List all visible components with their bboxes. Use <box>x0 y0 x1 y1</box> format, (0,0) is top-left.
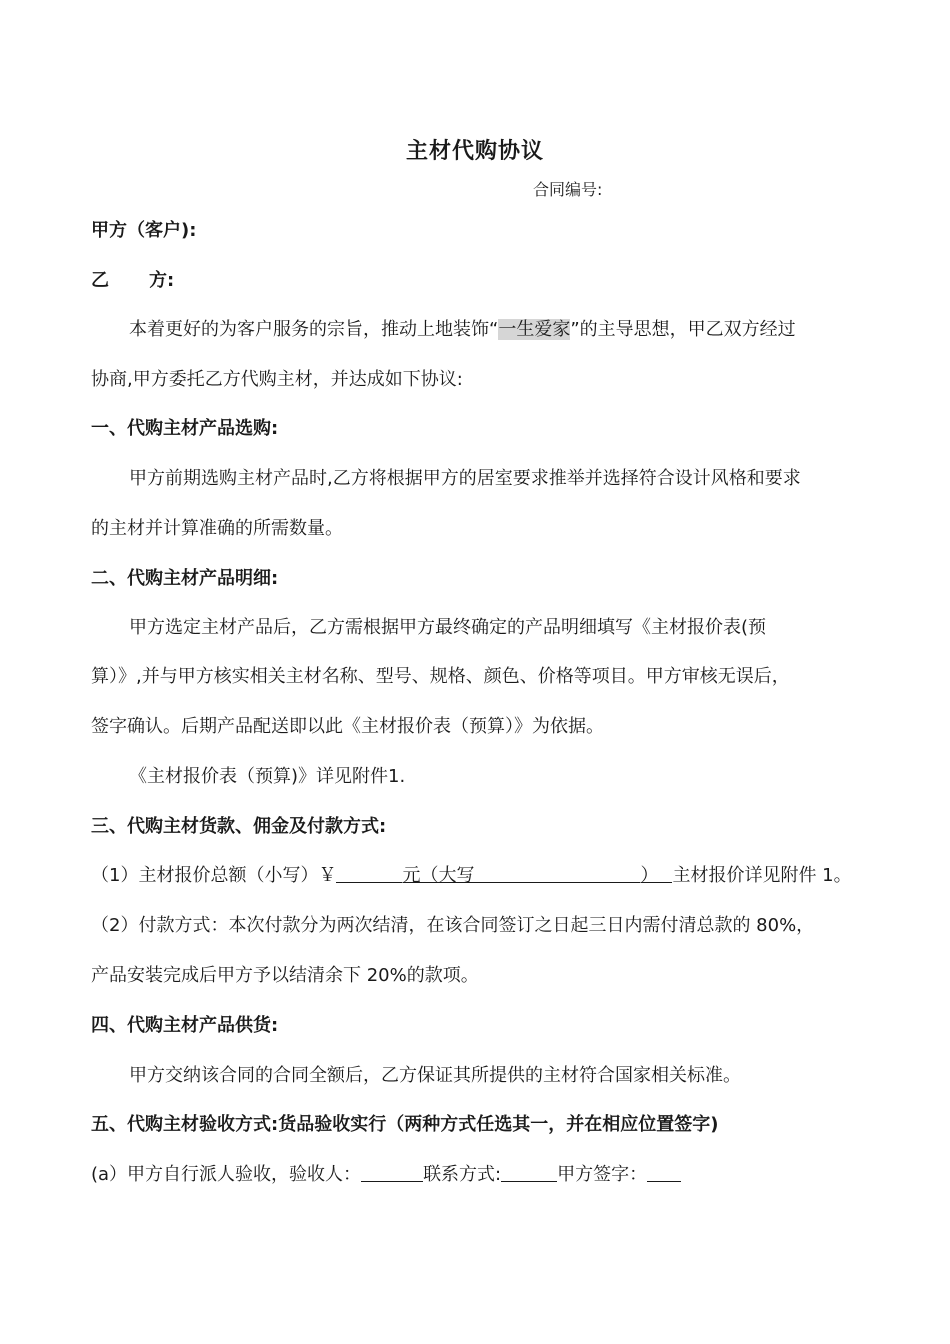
intro-text-part1: 本着更好的为客户服务的宗旨，推动上地装饰“ <box>129 319 499 340</box>
section-2-heading: 二、代购主材产品明细: <box>91 568 279 589</box>
party-a-signature-label: 甲方签字： <box>557 1164 648 1185</box>
section-2-line3: 签字确认。后期产品配送即以此《主材报价表（预算）》为依据。 <box>91 716 604 737</box>
section-4-heading: 四、代购主材产品供货: <box>91 1015 279 1036</box>
section-4-line1: 甲方交纳该合同的合同全额后，乙方保证其所提供的主材符合国家相关标准。 <box>129 1065 741 1086</box>
amount-uppercase-blank[interactable] <box>474 864 640 883</box>
highlighted-brand-slogan: 一生爱家 <box>498 319 571 340</box>
party-b-label <box>91 266 174 292</box>
section-5-option-a <box>91 1160 681 1186</box>
section-3-item2-line2: 产品安装完成后甲方予以结清余下 20%的款项。 <box>91 965 479 986</box>
section-3-item2-line1: （2）付款方式：本次付款分为两次结清，在该合同签订之日起三日内需付清总款的 80%， <box>91 915 815 936</box>
intro-paragraph-line2: 协商,甲方委托乙方代购主材，并达成如下协议: <box>91 369 463 390</box>
amount-uppercase-close: ） <box>640 865 659 886</box>
section-2-line1: 甲方选定主材产品后，乙方需根据甲方最终确定的产品明细填写《主材报价表(预 <box>129 617 767 638</box>
section-2-line4: 《主材报价表（预算)》详见附件1. <box>129 766 406 787</box>
contact-label: 联系方式: <box>423 1164 502 1185</box>
party-b-label-part2: 方: <box>149 270 175 291</box>
party-b-label-part1: 乙 <box>91 270 109 291</box>
section-3-heading: 三、代购主材货款、佣金及付款方式: <box>91 816 387 837</box>
party-a-signature-blank[interactable] <box>647 1163 681 1182</box>
intro-paragraph-line1 <box>129 315 796 341</box>
section-1-line1: 甲方前期选购主材产品时,乙方将根据甲方的居室要求推举并选择符合设计风格和要求 <box>129 468 801 489</box>
contact-blank[interactable] <box>501 1163 557 1182</box>
section-1-line2: 的主材并计算准确的所需数量。 <box>91 518 343 539</box>
section-3-item1 <box>91 861 852 887</box>
section-1-heading: 一、代购主材产品选购: <box>91 418 279 439</box>
section-5-heading: 五、代购主材验收方式:货品验收实行（两种方式任选其一，并在相应位置签字) <box>91 1114 719 1135</box>
document-title: 主材代购协议 <box>405 139 544 164</box>
total-amount-label: （1）主材报价总额（小写）￥ <box>91 865 337 886</box>
intro-text-part2: ”的主导思想，甲乙双方经过 <box>570 319 796 340</box>
amount-uppercase-label: 元（大写 <box>402 865 475 886</box>
section-2-line2: 算）》,并与甲方核实相关主材名称、型号、规格、颜色、价格等项目。甲方审核无误后， <box>91 666 790 687</box>
quote-attachment-note: 主材报价详见附件 1。 <box>672 865 852 886</box>
party-a-label: 甲方（客户): <box>91 220 197 241</box>
contract-number-label: 合同编号: <box>533 180 603 199</box>
amount-lowercase-blank[interactable] <box>336 864 402 883</box>
amount-gap-blank <box>658 864 672 883</box>
inspector-label: (a）甲方自行派人验收，验收人： <box>91 1164 362 1185</box>
inspector-blank[interactable] <box>361 1163 423 1182</box>
